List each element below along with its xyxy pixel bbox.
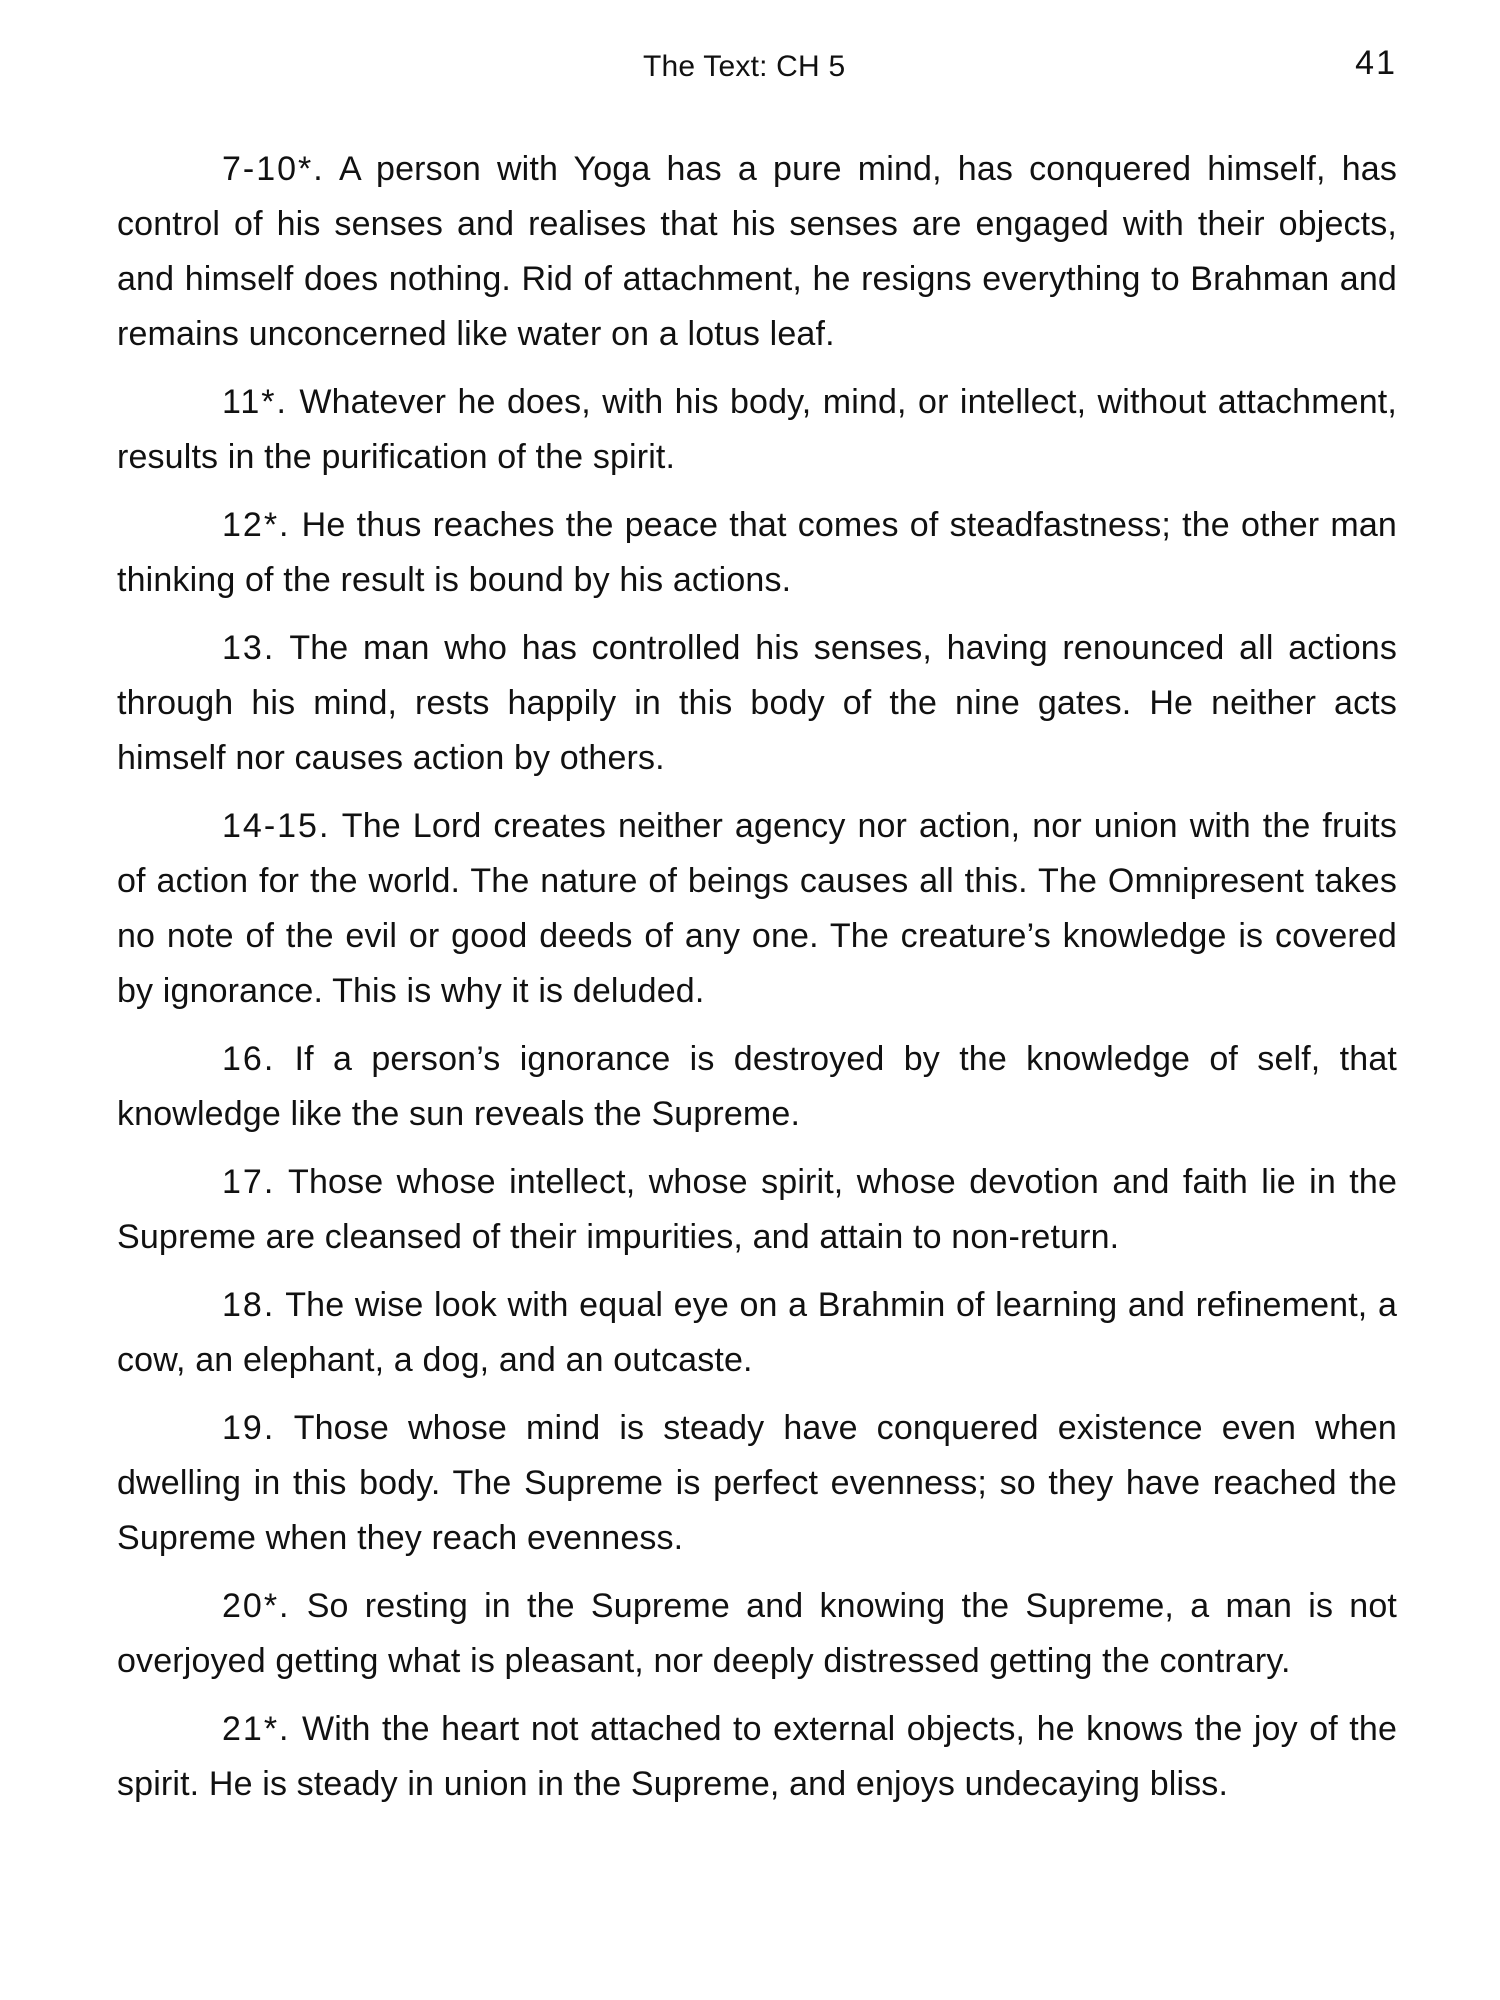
verse-12: [117, 498, 1397, 608]
verse-7-10: [117, 142, 1397, 362]
verse-number: 16.: [222, 1040, 276, 1078]
verse-number: 21*.: [222, 1710, 291, 1748]
verse-text: With the heart not attached to external objects, he knows the joy of the spirit. He is steady in union in the Supreme, and enjoys undecaying bliss.: [117, 1710, 1397, 1803]
verse-text: A person with Yoga has a pure mind, has conquered himself, has control of his senses and realises that his senses are engaged with their objects, and himself does nothing. Rid of attachment, he resigns everything to Brahman and remains unconcerned like water on a lotus leaf.: [117, 150, 1397, 353]
verse-text: He thus reaches the peace that comes of steadfastness; the other man thinking of the result is bound by his actions.: [117, 506, 1397, 599]
verse-text: The man who has controlled his senses, having renounced all actions through his mind, rests happily in this body of the nine gates. He neither acts himself nor causes action by others.: [117, 629, 1397, 777]
verse-14-15: [117, 799, 1397, 1019]
verse-18: [117, 1278, 1397, 1388]
verse-20: [117, 1579, 1397, 1689]
verse-text: Those whose intellect, whose spirit, whose devotion and faith lie in the Supreme are cleansed of their impurities, and attain to non-return.: [117, 1163, 1398, 1256]
verse-text: If a person’s ignorance is destroyed by the knowledge of self, that knowledge like the sun reveals the Supreme.: [117, 1040, 1397, 1133]
verse-number: 18.: [222, 1286, 276, 1324]
verse-text: The wise look with equal eye on a Brahmin of learning and refinement, a cow, an elephant, a dog, and an outcaste.: [117, 1286, 1398, 1379]
verse-13: [117, 621, 1397, 786]
verse-number: 20*.: [222, 1587, 291, 1625]
page-header: [117, 44, 1397, 94]
verse-number: 13.: [222, 629, 276, 667]
verse-number: 14-15.: [222, 807, 331, 845]
verse-16: [117, 1032, 1397, 1142]
verse-17: [117, 1155, 1397, 1265]
verse-number: 7-10*.: [222, 150, 325, 188]
verse-number: 17.: [222, 1163, 276, 1201]
verse-number: 19.: [222, 1409, 276, 1447]
verse-text: Whatever he does, with his body, mind, or intellect, without attachment, results in the purification of the spirit.: [117, 383, 1397, 476]
verse-21: [117, 1702, 1397, 1812]
verse-19: [117, 1401, 1397, 1566]
running-head: The Text: CH 5: [643, 50, 846, 83]
verse-text: Those whose mind is steady have conquered existence even when dwelling in this body. The Supreme is perfect evenness; so they have reached the Supreme when they reach evenness.: [117, 1409, 1397, 1557]
page-number: 41: [1355, 44, 1397, 82]
verse-text: The Lord creates neither agency nor action, nor union with the fruits of action for the world. The nature of beings causes all this. The Omnipresent takes no note of the evil or good deeds of any one. The creature’s knowledge is covered by ignorance. This is why it is deluded.: [117, 807, 1398, 1010]
verse-number: 12*.: [222, 506, 291, 544]
verse-text: So resting in the Supreme and knowing the Supreme, a man is not overjoyed getting what is pleasant, nor deeply distressed getting the contrary.: [117, 1587, 1397, 1680]
chapter-text: [117, 142, 1397, 1825]
verse-11: [117, 375, 1397, 485]
verse-number: 11*.: [222, 383, 288, 421]
